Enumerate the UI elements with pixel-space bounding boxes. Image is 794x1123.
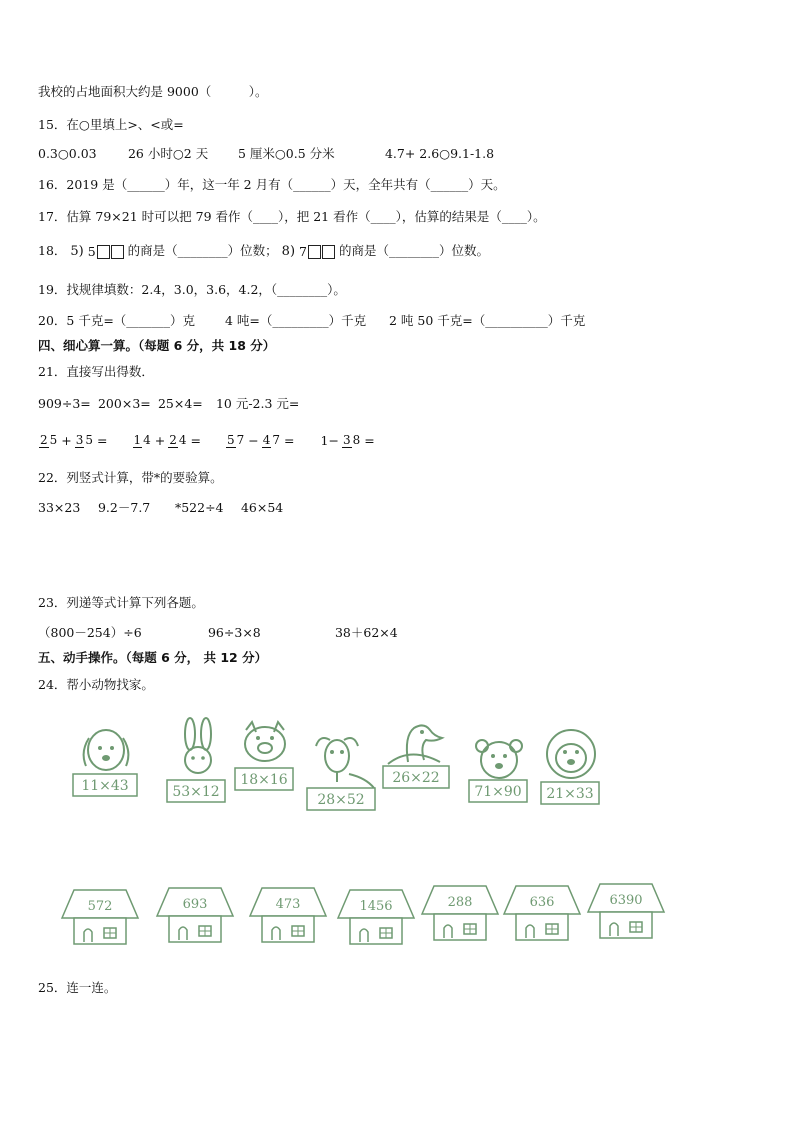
q15-item: 0.3○0.03	[38, 146, 97, 161]
fraction: 2 4	[169, 432, 187, 447]
animal-expression: 11×43	[81, 778, 129, 794]
dividend-boxes	[88, 244, 124, 260]
house-icon	[155, 884, 237, 946]
blank-box[interactable]	[97, 245, 110, 259]
question-17: 17．估算 79×21 时可以把 79 看作（____），把 21 看作（____），估算的结果是（____）。	[38, 209, 546, 224]
blank-box[interactable]	[111, 245, 124, 259]
house-number: 288	[447, 895, 473, 910]
fraction: 5 7	[227, 432, 245, 447]
q18-prefix: 18．	[38, 243, 67, 258]
question-22: 22．列竖式计算，带*的要验算。	[38, 470, 223, 485]
q21-item: 10 元-2.3 元=	[215, 396, 300, 411]
question-23: 23．列递等式计算下列各题。	[38, 595, 204, 610]
question-21-items	[38, 396, 299, 412]
blank-box[interactable]	[322, 245, 335, 259]
animal-monkey-icon	[538, 724, 604, 806]
q18-middle: 的商是（________）位数；	[127, 243, 278, 258]
animal-expression: 53×12	[172, 784, 220, 800]
q20-item: 2 吨 50 千克=（__________）千克	[388, 313, 586, 328]
animal-duck-icon	[380, 716, 454, 796]
house-icon	[586, 880, 668, 942]
q20-item: 20．5 千克=（_______）克	[38, 313, 196, 328]
house-number: 6390	[609, 893, 643, 908]
q18-end: 的商是（________）位数。	[338, 243, 489, 258]
q23-item: 38＋62×4	[334, 625, 398, 640]
q23-item: 96÷3×8	[207, 625, 261, 640]
q23-item: （800－254）÷6	[38, 625, 142, 640]
q22-item: 46×54	[240, 500, 284, 515]
q22-item: 33×23	[38, 500, 81, 515]
house-icon	[502, 882, 584, 944]
animal-expression: 21×33	[546, 786, 594, 802]
fraction-expressions: 2 5 + 3 5 = 1 4 + 2 4 = 5 7 − 4 7 = 1− 3 8 =	[40, 432, 375, 448]
fraction: 4 7	[262, 432, 281, 447]
division-sign-icon: 8)	[281, 243, 296, 259]
animal-bear-icon	[466, 734, 532, 806]
animal-goat-icon	[304, 726, 380, 814]
fraction: 3 8	[342, 432, 361, 447]
question-16: 16．2019 是（______）年，这一年 2 月有（______）天，全年共有（______）天。	[38, 177, 506, 192]
animal-expression: 28×52	[317, 792, 365, 808]
house-number: 572	[87, 899, 113, 914]
fraction: 2 5	[40, 432, 58, 447]
question-22-items	[38, 500, 283, 516]
animal-expression: 26×22	[392, 770, 440, 786]
house-number: 693	[182, 897, 208, 912]
house-number: 636	[529, 895, 555, 910]
house-number: 1456	[359, 899, 393, 914]
question-14-text: 我校的占地面积大约是 9000（ ）。	[38, 84, 268, 99]
question-20	[38, 313, 585, 329]
question-23-items	[38, 625, 398, 641]
house-number: 473	[275, 897, 301, 912]
q21-item: 25×4=	[157, 396, 203, 411]
q21-item: 200×3=	[97, 396, 151, 411]
question-21: 21．直接写出得数．	[38, 364, 154, 379]
house-icon	[60, 886, 142, 948]
question-15-title: 15．在○里填上>、<或=	[38, 117, 184, 132]
dividend-digit: 5	[87, 243, 96, 259]
section-5-heading: 五、动手操作。（每题 6 分， 共 12 分）	[38, 650, 268, 665]
animal-pig-icon	[232, 716, 298, 796]
division-sign-icon: 5)	[70, 243, 84, 259]
house-icon	[336, 886, 418, 948]
animal-rabbit-icon	[164, 716, 230, 806]
animal-dog-icon	[70, 722, 142, 802]
section-4-heading: 四、细心算一算。（每题 6 分，共 18 分）	[38, 338, 276, 353]
q22-item: 9.2－7.7	[97, 500, 151, 515]
blank-box[interactable]	[308, 245, 321, 259]
q20-item: 4 吨=（_________）千克	[224, 313, 367, 328]
dividend-boxes	[299, 244, 335, 260]
q21-item: 909÷3=	[38, 396, 91, 411]
house-icon	[420, 882, 502, 944]
q15-item: 5 厘米○0.5 分米	[237, 146, 335, 161]
q15-item: 4.7+ 2.6○9.1-1.8	[384, 146, 495, 161]
q15-item: 26 小时○2 天	[127, 146, 209, 161]
question-19: 19．找规律填数：2.4，3.0，3.6，4.2，（________）。	[38, 282, 346, 297]
fraction: 1 4	[133, 432, 151, 447]
question-15-items	[38, 146, 494, 162]
q22-item: *522÷4	[174, 500, 224, 515]
question-24: 24．帮小动物找家。	[38, 677, 154, 692]
animal-expression: 18×16	[240, 772, 288, 788]
dividend-digit: 7	[299, 243, 307, 259]
question-18	[38, 243, 489, 260]
house-icon	[248, 884, 330, 946]
question-25: 25．连一连。	[38, 980, 117, 995]
fraction: 3 5	[75, 432, 94, 447]
animal-expression: 71×90	[474, 784, 522, 800]
